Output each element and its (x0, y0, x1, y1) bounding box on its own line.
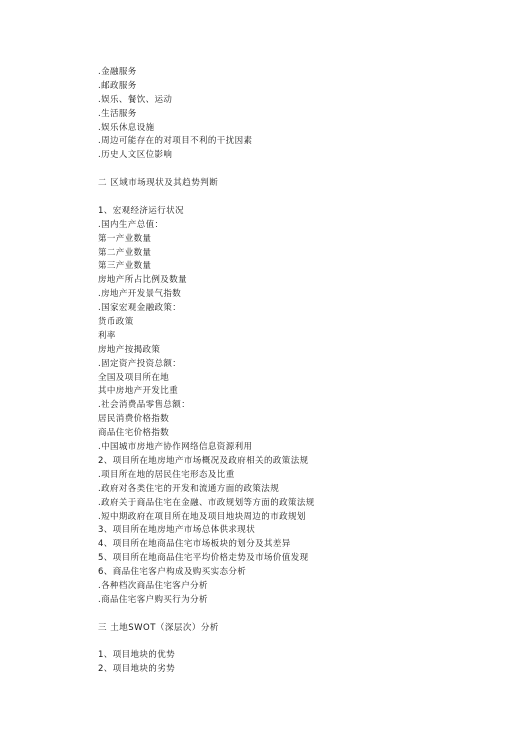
list-item: .邮政服务 (98, 80, 137, 91)
list-item: .娱乐休息设施 (98, 122, 155, 133)
list-item: .政府关于商品住宅在金融、市政规划等方面的政策法规 (98, 497, 315, 508)
list-item: 其中房地产开发比重 (98, 386, 179, 397)
list-item: 房地产所占比例及数量 (98, 275, 188, 286)
list-item: .周边可能存在的对项目不利的干扰因素 (98, 136, 253, 147)
spacer (98, 191, 498, 205)
section-heading-3: 三 土地SWOT（深层次）分析 (98, 622, 219, 633)
list-item: 居民消费价格指数 (98, 414, 170, 425)
list-item: .国家宏观金融政策： (98, 303, 182, 314)
list-item: 第三产业数量 (98, 261, 152, 272)
list-item: .社会消费品零售总额： (98, 400, 191, 411)
list-item: 2、项目地块的劣势 (98, 664, 176, 675)
list-item: 房地产按揭政策 (98, 344, 161, 355)
spacer (98, 163, 498, 177)
spacer (98, 636, 498, 650)
list-item: .娱乐、餐饮、运动 (98, 94, 173, 105)
section-heading-2: 二 区域市场现状及其趋势判断 (98, 178, 219, 189)
list-item: 4、项目所在地商品住宅市场板块的划分及其差异 (98, 539, 291, 550)
list-item: .历史人文区位影响 (98, 150, 173, 161)
list-item: 1、宏观经济运行状况 (98, 205, 184, 216)
spacer (98, 608, 498, 622)
list-item: 利率 (98, 330, 116, 341)
list-item: .短中期政府在项目所在地及项目地块周边的市政规划 (98, 511, 306, 522)
list-item: 2、项目所在地房地产市场概况及政府相关的政策法规 (98, 455, 309, 466)
list-item: .中国城市房地产协作网络信息资源利用 (98, 442, 253, 453)
list-item: 3、项目所在地房地产市场总体供求现状 (98, 525, 256, 536)
list-item: 货币政策 (98, 317, 134, 328)
list-item: .房地产开发景气指数 (98, 289, 182, 300)
list-item: 全国及项目所在地 (98, 372, 170, 383)
list-item: 1、项目地块的优势 (98, 650, 176, 661)
list-item: .金融服务 (98, 67, 137, 77)
list-item: .政府对各类住宅的开发和流通方面的政策法规 (98, 483, 280, 494)
list-item: 6、商品住宅客户构成及购买实态分析 (98, 567, 247, 578)
list-item: .项目所在地的居民住宅形态及比重 (98, 469, 235, 480)
list-item: .商品住宅客户购买行为分析 (98, 594, 208, 605)
list-item: 5、项目所在地商品住宅平均价格走势及市场价值发现 (98, 553, 309, 564)
list-item: .各种档次商品住宅客户分析 (98, 580, 208, 591)
list-item: .生活服务 (98, 108, 137, 119)
document-body (98, 66, 498, 677)
list-item: 第一产业数量 (98, 233, 152, 244)
list-item: 第二产业数量 (98, 247, 152, 258)
list-item: 商品住宅价格指数 (98, 428, 170, 439)
list-item: .固定资产投资总额： (98, 358, 182, 369)
list-item: .国内生产总值： (98, 219, 164, 230)
